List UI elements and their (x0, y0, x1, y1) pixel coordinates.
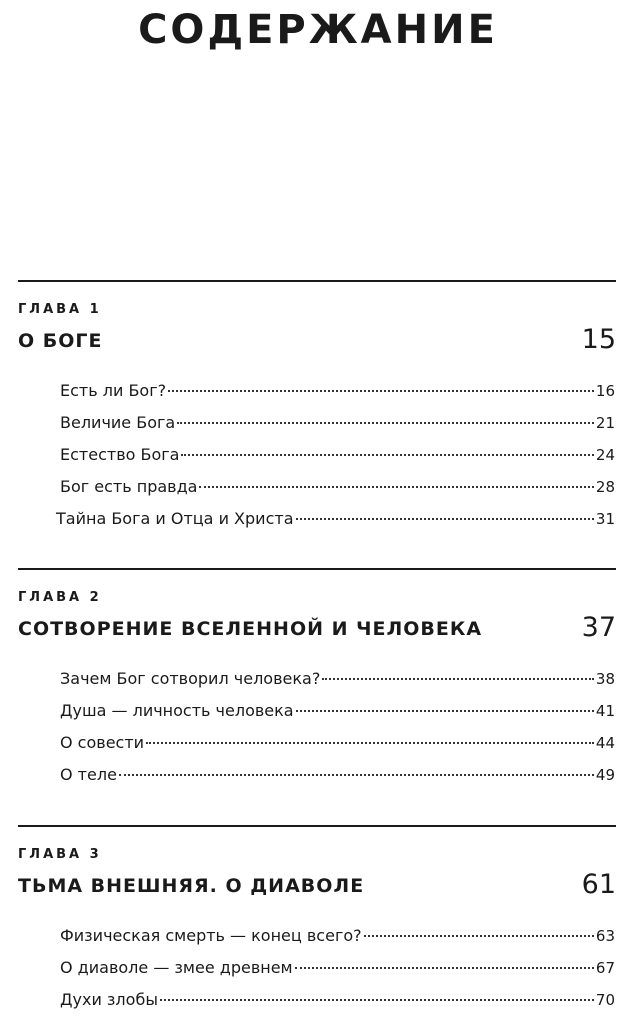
toc-entry-title: Зачем Бог сотворил человека? (60, 669, 321, 688)
chapter-divider (18, 280, 616, 282)
chapter-divider (18, 568, 616, 570)
toc-entry[interactable] (18, 375, 616, 407)
toc-entry-page: 67 (595, 959, 615, 977)
chapter-title[interactable]: ТЬМА ВНЕШНЯЯ. О ДИАВОЛЕ (18, 875, 365, 897)
chapter-3 (18, 825, 616, 1009)
page-title: СОДЕРЖАНИЕ (138, 7, 498, 53)
toc-entry-title: Бог есть правда (60, 477, 198, 496)
toc-entry-page: 38 (595, 670, 615, 688)
chapter-entries (18, 375, 616, 535)
toc-entry-title: О теле (60, 765, 117, 784)
leader-dots (160, 999, 594, 1001)
toc-entry[interactable] (18, 952, 616, 984)
chapter-label: ГЛАВА 2 (18, 590, 102, 605)
toc-entry-title: Физическая смерть — конец всего? (60, 926, 362, 945)
chapter-heading-row (18, 608, 616, 648)
toc-entry[interactable] (18, 984, 616, 1016)
chapter-divider (18, 825, 616, 827)
toc-entry-page: 21 (595, 414, 615, 432)
chapter-label: ГЛАВА 3 (18, 847, 102, 862)
toc-entry-title: Тайна Бога и Отца и Христа (56, 509, 294, 528)
leader-dots (177, 422, 594, 424)
toc-entry-page: 28 (595, 478, 615, 496)
toc-entry-title: О диаволе — змее древнем (60, 958, 293, 977)
toc-entry-title: Есть ли Бог? (60, 381, 167, 400)
toc-entry-page: 16 (595, 382, 615, 400)
toc-entry[interactable] (18, 663, 616, 695)
chapter-page-number: 61 (581, 869, 616, 900)
toc-entry[interactable] (18, 727, 616, 759)
chapter-page-number: 15 (581, 324, 616, 355)
toc-entry[interactable] (18, 759, 616, 791)
leader-dots (181, 454, 593, 456)
toc-entry-title: Величие Бога (60, 413, 176, 432)
leader-dots (296, 518, 594, 520)
toc-entry-title: О совести (60, 733, 145, 752)
chapter-entries (18, 920, 616, 1016)
leader-dots (119, 774, 594, 776)
leader-dots (364, 935, 594, 937)
leader-dots (146, 742, 594, 744)
toc-entry[interactable] (18, 503, 616, 535)
leader-dots (199, 486, 593, 488)
chapter-title[interactable]: СОТВОРЕНИЕ ВСЕЛЕННОЙ И ЧЕЛОВЕКА (18, 618, 483, 640)
leader-dots (168, 390, 594, 392)
chapter-heading-row (18, 320, 616, 360)
toc-entry-title: Естество Бога (60, 445, 180, 464)
toc-entry-title: Душа — личность человека (60, 701, 294, 720)
leader-dots (295, 967, 594, 969)
toc-entry-title: Духи злобы (60, 990, 158, 1009)
chapter-page-number: 37 (581, 612, 616, 643)
chapter-1 (18, 280, 616, 528)
toc-entry-page: 31 (595, 510, 615, 528)
chapter-entries (18, 663, 616, 791)
toc-entry-page: 49 (595, 766, 615, 784)
chapter-label: ГЛАВА 1 (18, 302, 102, 317)
toc-entry[interactable] (18, 439, 616, 471)
toc-entry-page: 24 (595, 446, 615, 464)
chapter-2 (18, 568, 616, 784)
toc-entry[interactable] (18, 471, 616, 503)
toc-entry-page: 41 (595, 702, 615, 720)
toc-entry-page: 63 (595, 927, 615, 945)
leader-dots (296, 710, 594, 712)
toc-entry-page: 44 (595, 734, 615, 752)
toc-entry-page: 70 (595, 991, 615, 1009)
chapter-title[interactable]: О БОГЕ (18, 330, 103, 352)
toc-entry[interactable] (18, 920, 616, 952)
leader-dots (322, 678, 594, 680)
toc-entry[interactable] (18, 695, 616, 727)
chapter-heading-row (18, 865, 616, 905)
toc-entry[interactable] (18, 407, 616, 439)
